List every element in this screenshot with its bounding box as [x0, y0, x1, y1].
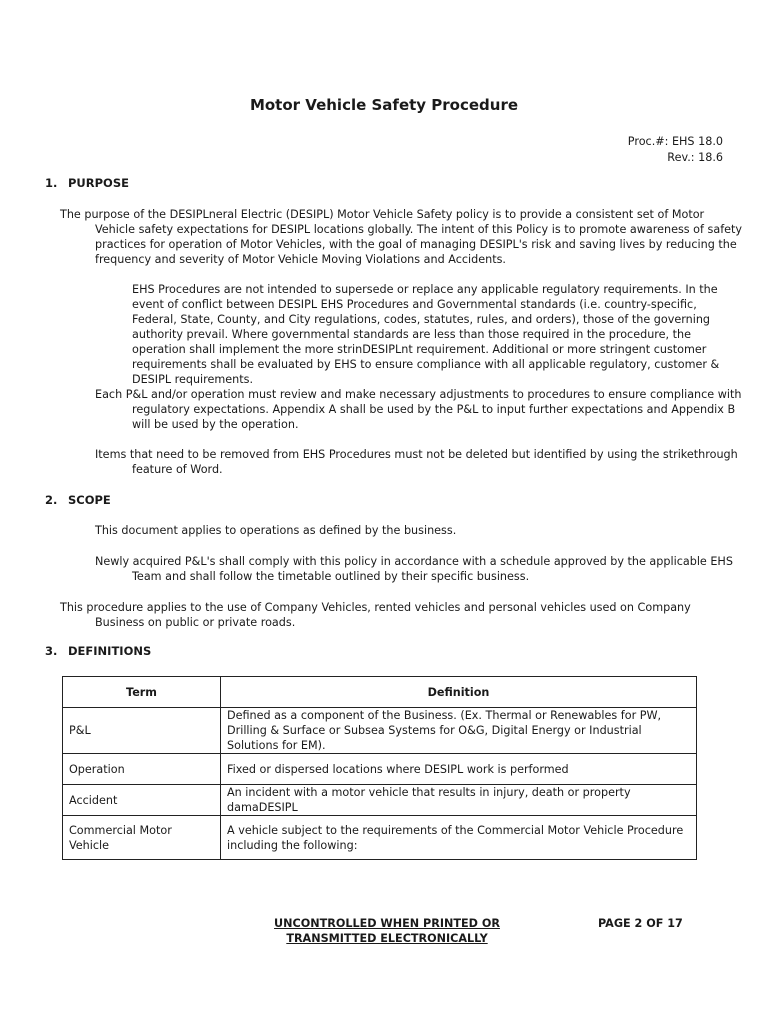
section-heading-purpose: [45, 176, 129, 191]
section-heading-definitions: [45, 644, 151, 659]
section-number: 3.: [45, 644, 58, 658]
scope-paragraph-3: This procedure applies to the use of Company Vehicles, rented vehicles and personal vehicles used on Company Business on public or private roads.: [60, 601, 691, 629]
table-row: [63, 754, 697, 785]
section-number: 1.: [45, 176, 58, 190]
definition-cell: A vehicle subject to the requirements of the Commercial Motor Vehicle Procedure including the following:: [221, 816, 697, 860]
definition-cell: An incident with a motor vehicle that results in injury, death or property damaDESIPL: [221, 785, 697, 816]
table-row: [63, 785, 697, 816]
section-title: SCOPE: [68, 493, 111, 507]
table-header-row: [63, 677, 697, 708]
section-title: DEFINITIONS: [68, 644, 152, 658]
column-header-definition: Definition: [221, 677, 697, 708]
scope-paragraph-2: Newly acquired P&L's shall comply with this policy in accordance with a schedule approved by the applicable EHS Team and shall follow the timetable outlined by their specific business.: [95, 555, 733, 583]
revision-number: Rev.: 18.6: [667, 151, 723, 164]
section-number: 2.: [45, 493, 58, 507]
page-number: PAGE 2 OF 17: [598, 917, 683, 930]
purpose-paragraph-3: Each P&L and/or operation must review and make necessary adjustments to procedures to ensure compliance with regulatory expectations. Appendix A shall be used by the P&L to input further expectations and Appendix B will be used by the operation.: [95, 388, 742, 431]
column-header-term: Term: [63, 677, 221, 708]
control-notice-line-2: TRANSMITTED ELECTRONICALLY: [286, 932, 488, 945]
purpose-paragraph-4: Items that need to be removed from EHS Procedures must not be deleted but identified by using the strikethrough feature of Word.: [95, 448, 738, 476]
term-cell: Commercial Motor Vehicle: [63, 816, 221, 860]
document-control-notice: [270, 916, 504, 946]
scope-paragraph-1: This document applies to operations as defined by the business.: [95, 524, 457, 537]
term-cell: Accident: [63, 785, 221, 816]
purpose-paragraph-1: The purpose of the DESIPLneral Electric (DESIPL) Motor Vehicle Safety policy is to provide a consistent set of Motor Vehicle safety expectations for DESIPL locations globally. The intent of this Policy is to promote awareness of safety practices for operation of Motor Vehicles, with the goal of managing DESIPL's risk and saving lives by reducing the frequency and severity of Motor Vehicle Moving Violations and Accidents.: [60, 208, 743, 266]
section-heading-scope: [45, 493, 111, 508]
definition-cell: Defined as a component of the Business. (Ex. Thermal or Renewables for PW, Drilling & Surface or Subsea Systems for O&G, Digital Energy or Industrial Solutions for EM).: [221, 708, 697, 754]
control-notice-line-1: UNCONTROLLED WHEN PRINTED OR: [274, 917, 500, 930]
section-title: PURPOSE: [68, 176, 129, 190]
document-meta: [628, 134, 723, 166]
purpose-paragraph-2: EHS Procedures are not intended to supersede or replace any applicable regulatory requirements. In the event of conflict between DESIPL EHS Procedures and Governmental standards (i.e. country-specific, Federal, State, County, and City regulations, codes, statutes, rules, and orders), those of the governing authority prevail. Where governmental standards are less than those required in the procedure, the operation shall implement the more strinDESIPLnt requirement. Additional or more stringent customer requirements shall be evaluated by EHS to ensure compliance with all applicable regulatory, customer & DESIPL requirements.: [132, 283, 720, 386]
definition-cell: Fixed or dispersed locations where DESIPL work is performed: [221, 754, 697, 785]
term-cell: Operation: [63, 754, 221, 785]
document-title: Motor Vehicle Safety Procedure: [249, 96, 519, 114]
term-cell: P&L: [63, 708, 221, 754]
table-row: [63, 708, 697, 754]
proc-number: Proc.#: EHS 18.0: [627, 135, 723, 148]
table-row: [63, 816, 697, 860]
definitions-table: [62, 676, 697, 860]
